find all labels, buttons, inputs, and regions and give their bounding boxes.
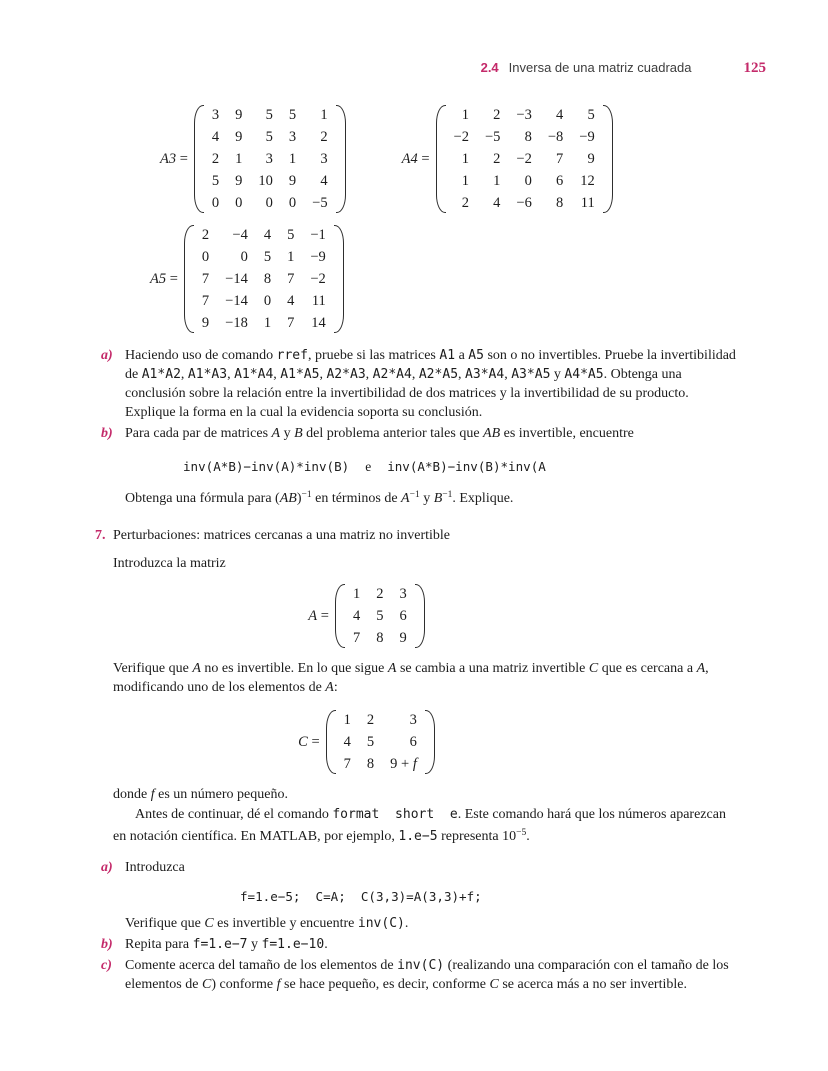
matrix-cell: 0	[211, 195, 220, 211]
matrix-cell: 4	[343, 734, 351, 750]
segment-italic: A4	[401, 150, 418, 167]
segment-normal: =	[176, 150, 188, 167]
matrix-cell: 9	[235, 173, 243, 189]
matrix-row	[345, 583, 415, 605]
matrix-cell: −2	[516, 151, 532, 167]
matrix-cell: 5	[288, 107, 297, 123]
matrix-row	[204, 170, 336, 192]
matrix-cell: 9	[235, 129, 243, 145]
segment-italic: B	[294, 426, 303, 441]
matrix-row	[194, 268, 334, 290]
matrix-c-wrapper	[113, 709, 620, 775]
matrix-cell: 9	[201, 315, 210, 331]
problem6-item-b	[90, 424, 740, 508]
segment-esep: e	[365, 459, 372, 474]
matrix-cell: 8	[376, 630, 384, 646]
item-a-marker: a)	[101, 348, 113, 363]
matrix-cell: 9	[288, 173, 297, 189]
item-b-text	[125, 424, 740, 508]
matrix-cell: 4	[556, 107, 564, 123]
segment-code: A2*A5	[418, 367, 459, 382]
matrix-cell: 11	[311, 293, 326, 309]
item-b-marker: b)	[101, 937, 113, 952]
matrix-row	[204, 192, 336, 214]
segment-italic: A	[192, 661, 201, 676]
segment-code: rref	[276, 348, 308, 363]
right-paren	[334, 225, 344, 333]
segment-italic: A3	[160, 150, 177, 167]
matrix-row	[204, 126, 336, 148]
matrix-cell: 1	[288, 151, 297, 167]
matrix-cell: 2	[366, 712, 375, 728]
matrix-cell: 3	[409, 712, 417, 728]
matrix-a5-table	[194, 224, 334, 334]
segment-code: A1*A4	[234, 367, 274, 382]
segment-code: 1.e−5	[398, 829, 438, 844]
matrix-row	[336, 753, 425, 775]
matrix-cell: 8	[263, 271, 272, 287]
segment-code: A1	[439, 348, 456, 363]
matrix-cell: −9	[579, 129, 595, 145]
matrix-cell: −2	[453, 129, 469, 145]
segment-sup: −1	[409, 490, 420, 500]
segment-italic: A	[696, 661, 706, 676]
segment-italic: A	[308, 607, 318, 624]
item-a-text: Haciendo uso de comando rref, pruebe si las matrices A1 a A5 son o no invertibles. Pruebe la invertibilidad de A1*A2, A1*A3, A1*A4, A1*A5, A2*A3, A2*A4, A2*A5, A3*A4, A3*A5 y A4*A5. Obtenga una conclusión sobre la relación entre la invertibilidad de dos matrices y la invertibilidad de su producto. Explique la forma en la cual la evidencia soporta su conclusión.	[125, 348, 736, 420]
item-a-verify: Verifique que C es invertible y encuentre inv(C).	[125, 916, 409, 931]
page-number: 125	[743, 60, 766, 76]
segment-code: inv(A*B)−inv(A)*inv(B)	[183, 459, 350, 474]
matrix-cell: −9	[310, 249, 326, 265]
matrix-row	[446, 126, 603, 148]
segment-italic: f	[150, 787, 155, 802]
matrix-row	[204, 148, 336, 170]
matrix-row	[446, 104, 603, 126]
matrix-cell: −2	[310, 271, 326, 287]
matrix-cell: 4	[493, 195, 501, 211]
segment-italic: A	[387, 661, 397, 676]
matrix-a5	[150, 224, 344, 334]
matrix-a4-table	[446, 104, 603, 214]
matrix-cell: −5	[312, 195, 328, 211]
segment-code: A3*A5	[511, 367, 551, 382]
matrix-cell: 1	[235, 151, 243, 167]
segment-italic: AB	[483, 426, 501, 441]
segment-sup: −1	[442, 490, 453, 500]
segment-normal: =	[166, 270, 178, 287]
segment-code: A1*A3	[187, 367, 228, 382]
matrix-cell: 7	[352, 630, 361, 646]
matrix-cell: 7	[556, 151, 564, 167]
matrix-cell: 8	[366, 756, 375, 772]
matrix-cell	[382, 753, 425, 775]
matrix-a4	[402, 104, 613, 214]
segment-code: A1*A2	[141, 367, 181, 382]
item-a-text	[125, 858, 740, 933]
matrix-row	[446, 148, 603, 170]
matrix-cell: 2	[461, 195, 469, 211]
matrix-cell: 5	[211, 173, 220, 189]
segment-italic: C	[204, 916, 214, 931]
matrix-row	[336, 709, 425, 731]
problem7-donde: donde f es un número pequeño.	[113, 787, 288, 802]
matrix-cell: 3	[320, 151, 328, 167]
matrix-a	[308, 583, 424, 649]
segment-italic: A5	[150, 270, 167, 287]
matrix-cell: 1	[461, 151, 469, 167]
matrix-cell: 3	[399, 586, 407, 602]
item-b-lead: Para cada par de matrices A y B del problema anterior tales que AB es invertible, encuentre	[125, 426, 634, 441]
segment-code: A1*A5	[280, 367, 320, 382]
matrix-cell: 5	[265, 107, 273, 123]
segment-code: f=1.e−5; C=A; C(3,3)=A(3,3)+f;	[240, 889, 482, 904]
matrix-cell: 3	[211, 107, 220, 123]
segment-code: f=1.e−7	[192, 937, 248, 952]
matrix-a3-body	[194, 104, 346, 214]
segment-normal: =	[317, 607, 329, 624]
matrix-cell: 12	[580, 173, 595, 189]
item-b-marker: b)	[101, 426, 113, 441]
right-paren	[425, 710, 435, 774]
matrix-c	[298, 709, 435, 775]
item-c-text: Comente acerca del tamaño de los elementos de inv(C) (realizando una comparación con el tamaño de los elementos de C) conforme f se hace pequeño, es decir, conforme C se acerca más a no ser invertible.	[125, 958, 729, 992]
matrices-row-1	[160, 104, 740, 214]
problem7-item-b	[101, 935, 740, 954]
matrix-a5-label	[150, 270, 184, 289]
segment-code: inv(C)	[357, 916, 405, 931]
segment-code: A3*A4	[465, 367, 505, 382]
matrix-c-label	[298, 733, 325, 752]
problem7	[90, 526, 740, 994]
matrix-cell: 2	[493, 107, 501, 123]
segment-code: format short e	[332, 807, 458, 822]
problem6-item-a	[90, 346, 740, 422]
matrix-a-table	[345, 583, 415, 649]
right-paren	[336, 105, 346, 213]
matrix-cell: 5	[376, 608, 384, 624]
matrix-cell: −1	[310, 227, 326, 243]
segment-italic: B	[433, 491, 443, 506]
matrix-cell: 2	[376, 586, 384, 602]
matrix-a3-table	[204, 104, 336, 214]
matrix-cell: 10	[258, 173, 273, 189]
matrix-cell: 2	[320, 129, 328, 145]
matrix-cell: 2	[201, 227, 210, 243]
matrix-cell: 8	[524, 129, 532, 145]
matrix-row	[204, 104, 336, 126]
matrix-cell: 0	[288, 195, 297, 211]
matrix-row	[194, 246, 334, 268]
matrix-cell: 7	[287, 315, 295, 331]
matrix-cell: 7	[343, 756, 351, 772]
matrix-cell: 4	[263, 227, 272, 243]
matrix-cell: 0	[235, 195, 243, 211]
matrix-cell: 7	[201, 293, 210, 309]
segment-italic: AB	[279, 491, 297, 506]
matrix-cell: −14	[225, 293, 248, 309]
problem7-body	[101, 526, 740, 994]
matrix-cell: 0	[201, 249, 210, 265]
matrix-cell: 5	[366, 734, 375, 750]
matrix-cell: −3	[516, 107, 532, 123]
problem7-intro: Introduzca la matriz	[113, 556, 226, 571]
left-paren	[326, 710, 336, 774]
matrix-a-label	[308, 607, 335, 626]
matrix-cell: 6	[556, 173, 564, 189]
matrix-cell: 1	[320, 107, 328, 123]
segment-sup: −5	[516, 828, 527, 838]
matrix-cell: 0	[263, 293, 272, 309]
matrix-cell: 1	[287, 249, 295, 265]
item-b-conclusion: Obtenga una fórmula para (AB)$^{-1}$ en términos de $A^{-1}$ y $B^{-1}$. Explique.	[125, 490, 514, 506]
segment-sup: −1	[301, 490, 312, 500]
matrix-cell: 8	[556, 195, 564, 211]
problem7-formato: Antes de continuar, dé el comando format short e. Este comando hará que los números aparezcan en notación científica. En MATLAB, por ejemplo, 1.e−5 representa $10^{-5}$.	[113, 807, 726, 844]
matrix-cell: −4	[232, 227, 248, 243]
matrix-a-wrapper	[113, 583, 620, 649]
section-number: 2.4	[480, 60, 499, 75]
item-a-marker: a)	[101, 860, 113, 875]
right-paren	[415, 584, 425, 648]
matrix-cell: 1	[352, 586, 361, 602]
segment-code: A4*A5	[564, 367, 604, 382]
matrix-cell: 4	[352, 608, 361, 624]
segment-italic: C	[298, 733, 308, 750]
matrix-cell: 6	[409, 734, 417, 750]
segment-code: inv(C)	[397, 958, 445, 973]
matrix-a5-body	[184, 224, 344, 334]
problem7-title: Perturbaciones: matrices cercanas a una matriz no invertible	[113, 528, 451, 543]
problem7-number: 7.	[95, 528, 106, 543]
matrix-row	[336, 731, 425, 753]
matrix-cell: 7	[287, 271, 295, 287]
matrices-row-2	[150, 224, 740, 334]
matrix-cell: −18	[225, 315, 248, 331]
matrix-row	[345, 605, 415, 627]
segment-code: A2*A3	[326, 367, 366, 382]
matrix-a3	[160, 104, 346, 214]
matrix-cell: 7	[201, 271, 210, 287]
matrix-cell: 0	[524, 173, 532, 189]
segment-normal: =	[417, 150, 430, 167]
matrix-cell: 5	[263, 249, 272, 265]
matrix-cell: 5	[587, 107, 595, 123]
segment-normal: 9 +	[390, 756, 413, 772]
matrix-row	[194, 290, 334, 312]
matrix-cell: 2	[211, 151, 220, 167]
matrix-cell: 9	[399, 630, 407, 646]
left-paren	[436, 105, 446, 213]
matrix-cell: 1	[343, 712, 351, 728]
matrix-cell: 4	[320, 173, 328, 189]
matrix-cell: 1	[263, 315, 272, 331]
left-paren	[184, 225, 194, 333]
segment-normal: =	[307, 733, 320, 750]
left-paren	[335, 584, 345, 648]
segment-italic: A	[325, 680, 334, 695]
matrix-cell: 5	[287, 227, 295, 243]
matrix-cell: 9	[235, 107, 243, 123]
matrix-cell: −8	[547, 129, 564, 145]
matrix-cell: 4	[287, 293, 295, 309]
segment-code: A5	[468, 348, 484, 363]
segment-italic: C	[201, 977, 212, 992]
matrix-row	[194, 224, 334, 246]
matrix-cell: 14	[311, 315, 326, 331]
matrix-cell: 1	[493, 173, 501, 189]
item-c-marker: c)	[101, 958, 112, 973]
matrix-cell: 4	[211, 129, 220, 145]
segment-italic: C	[489, 977, 499, 992]
matrix-cell: −5	[484, 129, 501, 145]
page-header	[90, 0, 766, 78]
matrix-a3-label	[160, 150, 194, 169]
left-paren	[194, 105, 204, 213]
matrix-cell: 3	[265, 151, 273, 167]
matrix-row	[194, 312, 334, 334]
matrix-a-body	[335, 583, 425, 649]
item-a-code	[240, 887, 740, 906]
matrix-cell: −6	[516, 195, 532, 211]
matrix-a4-label	[402, 150, 436, 169]
matrix-row	[446, 192, 603, 214]
problem7-item-a	[101, 858, 740, 933]
matrix-cell: −14	[225, 271, 248, 287]
section-title: Inversa de una matriz cuadrada	[508, 60, 692, 75]
segment-italic: C	[588, 661, 599, 676]
segment-italic: f	[276, 977, 281, 992]
segment-code: inv(A*B)−inv(B)*inv(A	[387, 459, 546, 474]
segment-italic: f	[412, 756, 417, 772]
item-a-intro: Introduzca	[125, 860, 185, 875]
matrix-cell: 0	[240, 249, 248, 265]
matrix-cell: 5	[265, 129, 273, 145]
problem7-item-c	[101, 956, 740, 994]
problem7-items	[101, 858, 740, 994]
matrix-row	[345, 627, 415, 649]
segment-code: f=1.e−10	[261, 937, 325, 952]
matrix-cell: 1	[461, 107, 469, 123]
matrix-cell: 9	[587, 151, 595, 167]
matrix-cell: 6	[399, 608, 407, 624]
item-b-text: Repita para f=1.e−7 y f=1.e−10.	[125, 937, 328, 952]
matrix-cell: 3	[288, 129, 297, 145]
display-formula	[183, 457, 740, 476]
matrix-cell: 2	[493, 151, 501, 167]
matrix-a4-body	[436, 104, 613, 214]
matrix-cell: 0	[265, 195, 273, 211]
segment-code: A2*A4	[372, 367, 412, 382]
segment-italic: A	[271, 426, 281, 441]
segment-italic: A	[401, 491, 410, 506]
matrix-c-table	[336, 709, 425, 775]
right-paren	[603, 105, 613, 213]
matrix-cell: 11	[580, 195, 595, 211]
problem7-verify: Verifique que A no es invertible. En lo que sigue A se cambia a una matriz invertible C que es cercana a A, modificando uno de los elementos de A:	[113, 661, 709, 695]
matrix-row	[446, 170, 603, 192]
problem6-items	[90, 346, 740, 508]
matrix-cell: 1	[461, 173, 469, 189]
matrix-c-body	[326, 709, 435, 775]
